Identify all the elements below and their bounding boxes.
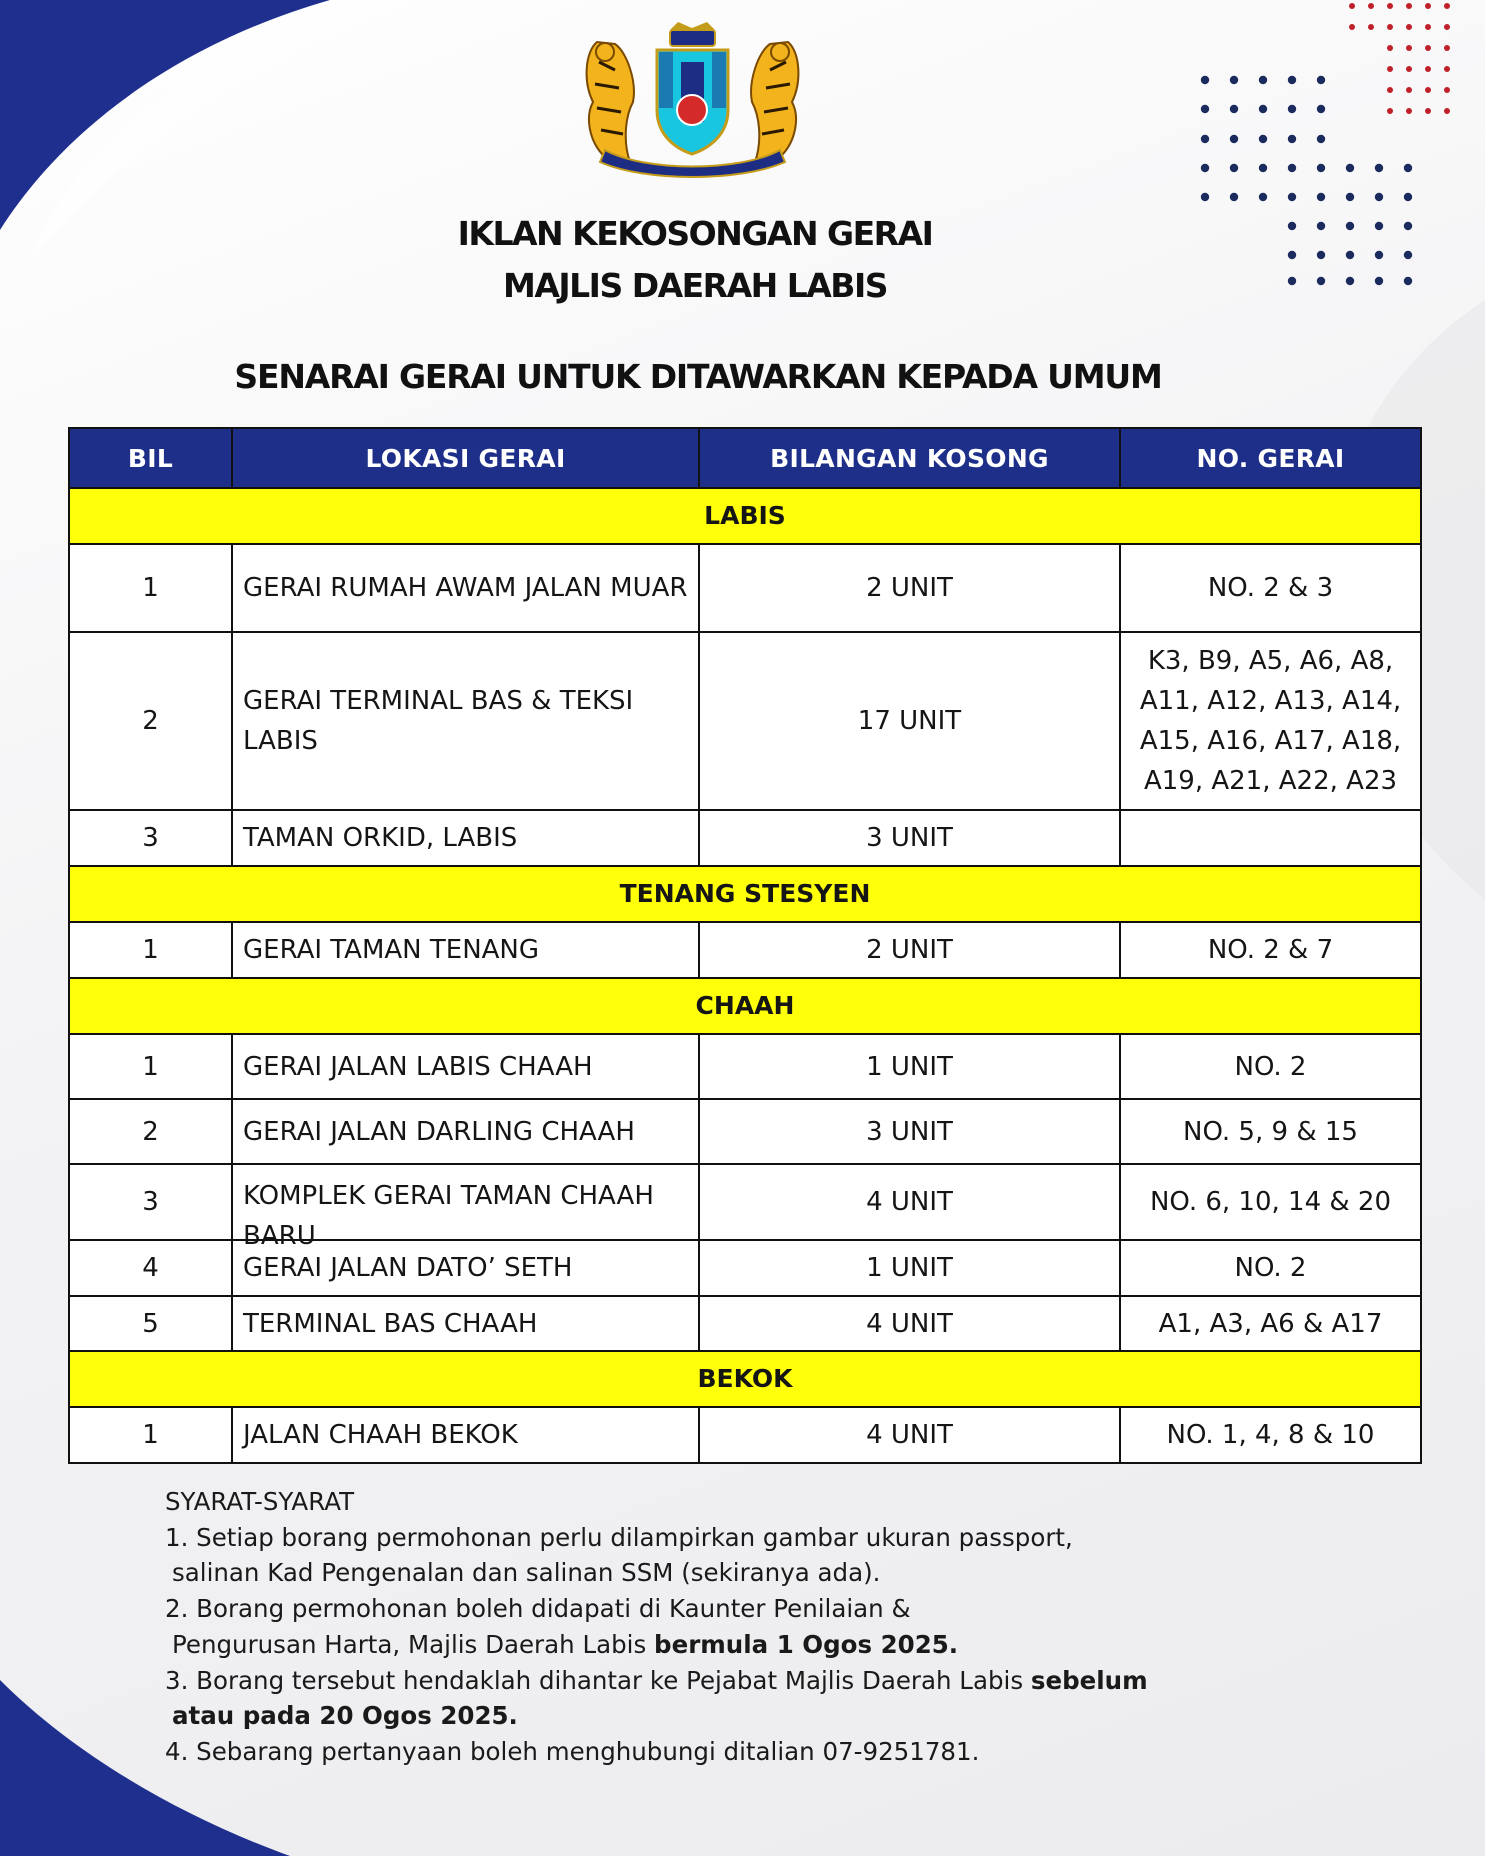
cell-bil: 2 [69, 632, 232, 810]
cell-no-gerai: NO. 5, 9 & 15 [1120, 1099, 1421, 1164]
section-label: BEKOK [69, 1351, 1421, 1407]
navy-dot [1317, 193, 1325, 201]
cell-lokasi: TERMINAL BAS CHAAH [232, 1296, 699, 1351]
navy-dot [1201, 105, 1209, 113]
navy-dot [1259, 164, 1267, 172]
red-dot [1425, 3, 1431, 9]
navy-dot [1404, 222, 1412, 230]
cell-lokasi-text: KOMPLEK GERAI TAMAN CHAAH BARU [243, 1181, 654, 1251]
table-row [69, 1240, 1421, 1296]
right-tiger-icon [751, 42, 798, 162]
cell-kosong: 3 UNIT [699, 810, 1120, 866]
cell-kosong: 4 UNIT [699, 1296, 1120, 1351]
cell-no-gerai [1120, 810, 1421, 866]
navy-dot [1201, 76, 1209, 84]
red-dot [1387, 108, 1393, 114]
cell-lokasi: GERAI JALAN DATO’ SETH [232, 1240, 699, 1296]
table-row [69, 632, 1421, 810]
red-dot [1406, 66, 1412, 72]
red-dot [1387, 3, 1393, 9]
cell-lokasi: GERAI RUMAH AWAM JALAN MUAR [232, 544, 699, 632]
cell-no-gerai: K3, B9, A5, A6, A8, A11, A12, A13, A14, A15, A16, A17, A18, A19, A21, A22, A23 [1120, 632, 1421, 810]
navy-dot [1404, 277, 1412, 285]
navy-dot [1317, 105, 1325, 113]
terms-item-2-text: Pengurusan Harta, Majlis Daerah Labis [172, 1629, 655, 1659]
red-dot [1444, 45, 1450, 51]
cell-lokasi [232, 1164, 699, 1251]
navy-dot-grid [1201, 76, 1412, 285]
section-row-labis [69, 488, 1421, 544]
page-title-line1: IKLAN KEKOSONGAN GERAI [457, 214, 933, 253]
red-dot [1444, 24, 1450, 30]
table-header-row [69, 428, 1421, 488]
red-dot [1425, 108, 1431, 114]
red-dot [1425, 66, 1431, 72]
council-crest-logo [575, 22, 810, 182]
terms-heading: SYARAT-SYARAT [165, 1487, 355, 1516]
red-dot [1406, 3, 1412, 9]
terms-item-1-line-1: 1. Setiap borang permohonan perlu dilampirkan gambar ukuran passport, [165, 1522, 1073, 1552]
navy-dot [1230, 105, 1238, 113]
section-row-chaah [69, 978, 1421, 1034]
red-dot [1406, 45, 1412, 51]
cell-bil: 1 [69, 922, 232, 978]
cell-kosong: 2 UNIT [699, 922, 1120, 978]
navy-dot [1259, 193, 1267, 201]
red-dot [1406, 87, 1412, 93]
section-label: LABIS [69, 488, 1421, 544]
red-dot [1349, 24, 1355, 30]
cell-kosong: 4 UNIT [699, 1164, 1120, 1240]
cell-kosong: 2 UNIT [699, 544, 1120, 632]
terms-item-2-line-2 [165, 1627, 1165, 1663]
column-header-no-gerai: NO. GERAI [1120, 428, 1421, 488]
navy-dot [1288, 164, 1296, 172]
navy-dot [1288, 193, 1296, 201]
section-label: CHAAH [69, 978, 1421, 1034]
table-row [69, 1034, 1421, 1099]
column-header-bil: BIL [69, 428, 232, 488]
stall-vacancy-table [68, 427, 1422, 1464]
terms-item-4: 4. Sebarang pertanyaan boleh menghubungi ditalian 07-9251781. [165, 1736, 980, 1766]
navy-dot [1404, 193, 1412, 201]
cell-no-gerai: NO. 2 & 7 [1120, 922, 1421, 978]
navy-dot [1317, 135, 1325, 143]
cell-no-gerai: NO. 6, 10, 14 & 20 [1120, 1164, 1421, 1240]
red-dot [1387, 87, 1393, 93]
left-tiger-icon [587, 42, 634, 162]
table-row [69, 1164, 1421, 1240]
cell-no-gerai: NO. 1, 4, 8 & 10 [1120, 1407, 1421, 1463]
cell-bil: 1 [69, 1034, 232, 1099]
red-dot [1349, 3, 1355, 9]
navy-dot [1288, 76, 1296, 84]
cell-bil: 1 [69, 544, 232, 632]
page-subtitle: SENARAI GERAI UNTUK DITAWARKAN KEPADA UMUM [234, 357, 1162, 396]
red-dot [1425, 45, 1431, 51]
cell-bil: 4 [69, 1240, 232, 1296]
navy-dot [1201, 135, 1209, 143]
navy-dot [1230, 135, 1238, 143]
navy-dot [1288, 105, 1296, 113]
red-dot [1406, 24, 1412, 30]
table-row [69, 1296, 1421, 1351]
navy-dot [1259, 76, 1267, 84]
table-row [69, 1407, 1421, 1463]
navy-dot [1375, 164, 1383, 172]
cell-kosong: 4 UNIT [699, 1407, 1120, 1463]
cell-lokasi: GERAI TAMAN TENANG [232, 922, 699, 978]
navy-dot [1288, 135, 1296, 143]
terms-item-3-emphasis: sebelum [1030, 1665, 1148, 1695]
cell-no-gerai: A1, A3, A6 & A17 [1120, 1296, 1421, 1351]
red-dot [1368, 24, 1374, 30]
cell-lokasi: TAMAN ORKID, LABIS [232, 810, 699, 866]
cell-bil: 2 [69, 1099, 232, 1164]
section-row-bekok [69, 1351, 1421, 1407]
red-dot [1425, 87, 1431, 93]
terms-item-2-line-1: 2. Borang permohonan boleh didapati di Kaunter Penilaian & [165, 1594, 911, 1624]
table-row [69, 922, 1421, 978]
red-dot [1387, 45, 1393, 51]
shield-icon [657, 50, 728, 154]
navy-dot [1259, 135, 1267, 143]
cell-lokasi: GERAI JALAN DARLING CHAAH [232, 1099, 699, 1164]
red-dot [1444, 108, 1450, 114]
navy-dot [1404, 251, 1412, 259]
cell-no-gerai: NO. 2 [1120, 1034, 1421, 1099]
cell-kosong: 17 UNIT [699, 632, 1120, 810]
navy-dot [1346, 193, 1354, 201]
cell-bil: 1 [69, 1407, 232, 1463]
cell-no-gerai: NO. 2 [1120, 1240, 1421, 1296]
red-dot [1368, 3, 1374, 9]
terms-item-3-date: atau pada 20 Ogos 2025. [172, 1701, 518, 1731]
navy-dot [1201, 193, 1209, 201]
crown-icon [670, 22, 715, 46]
red-dot [1425, 24, 1431, 30]
terms-item-1-line-2: salinan Kad Pengenalan dan salinan SSM (sekiranya ada). [172, 1558, 881, 1588]
terms-item-3-line-2 [165, 1698, 1165, 1734]
page-title-line2: MAJLIS DAERAH LABIS [502, 266, 888, 305]
section-row-tenang-stesyen [69, 866, 1421, 922]
cell-kosong: 1 UNIT [699, 1240, 1120, 1296]
navy-dot [1375, 193, 1383, 201]
red-dot [1387, 24, 1393, 30]
navy-dot [1259, 105, 1267, 113]
navy-dot [1346, 164, 1354, 172]
red-dot [1444, 66, 1450, 72]
cell-lokasi: JALAN CHAAH BEKOK [232, 1407, 699, 1463]
navy-dot [1230, 164, 1238, 172]
navy-dot [1317, 164, 1325, 172]
red-dot-grid [1349, 3, 1450, 114]
cell-lokasi: GERAI TERMINAL BAS & TEKSI LABIS [232, 632, 699, 810]
cell-bil: 3 [69, 810, 232, 866]
table-row [69, 1099, 1421, 1164]
navy-dot [1230, 76, 1238, 84]
section-label: TENANG STESYEN [69, 866, 1421, 922]
red-dot [1444, 3, 1450, 9]
cell-bil: 5 [69, 1296, 232, 1351]
red-dot [1406, 108, 1412, 114]
cell-lokasi: GERAI JALAN LABIS CHAAH [232, 1034, 699, 1099]
table-row [69, 810, 1421, 866]
navy-dot [1230, 193, 1238, 201]
navy-dot [1201, 164, 1209, 172]
cell-no-gerai: NO. 2 & 3 [1120, 544, 1421, 632]
column-header-kosong: BILANGAN KOSONG [699, 428, 1120, 488]
cell-kosong: 1 UNIT [699, 1034, 1120, 1099]
red-dot [1387, 66, 1393, 72]
navy-dot [1404, 164, 1412, 172]
terms-item-3-text: 3. Borang tersebut hendaklah dihantar ke Pejabat Majlis Daerah Labis [165, 1665, 1031, 1695]
cell-kosong: 3 UNIT [699, 1099, 1120, 1164]
terms-section [165, 1484, 1165, 1770]
table-row [69, 544, 1421, 632]
red-dot [1444, 87, 1450, 93]
cell-bil: 3 [69, 1164, 232, 1240]
terms-item-3-line-1 [165, 1663, 1165, 1699]
column-header-lokasi: LOKASI GERAI [232, 428, 699, 488]
navy-dot [1317, 76, 1325, 84]
terms-item-2-date: bermula 1 Ogos 2025. [654, 1629, 959, 1659]
